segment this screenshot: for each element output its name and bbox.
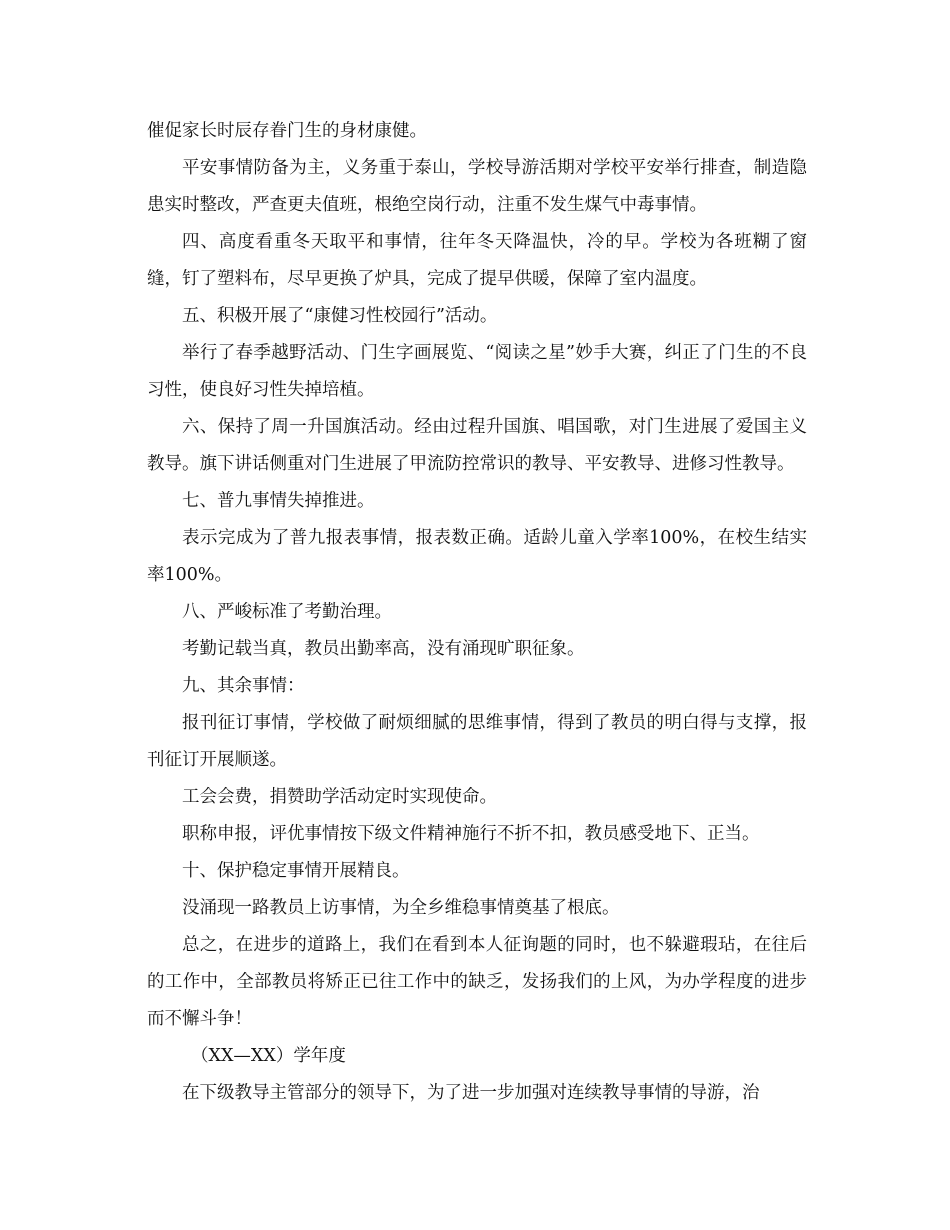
paragraph-health-reminder: 催促家长时辰存眷门生的身材康健。: [147, 121, 427, 141]
paragraph-section-5-activities: 举行了春季越野活动、门生字画展览、“阅读之星”妙手大赛，纠正了门生的不良习性，使良好习性失掉培植。: [147, 343, 807, 400]
paragraph-section-9-union-fees: 工会会费，捐赞助学活动定时实现使命。: [182, 787, 497, 807]
heading-section-8: 八、严峻标准了考勤治理。: [182, 602, 392, 622]
paragraph-section-6-flag: 六、保持了周一升国旗活动。经由过程升国旗、唱国歌，对门生进展了爱国主义教导。旗下讲话侧重对门生进展了甲流防控常识的教导、平安教导、进修习性教导。: [147, 417, 807, 474]
paragraph-conclusion: 总之，在进步的道路上，我们在看到本人征询题的同时，也不躲避瑕玷，在往后的工作中，全部教员将矫正已往工作中的缺乏，发扬我们的上风，为办学程度的进步而不懈斗争！: [147, 935, 807, 1029]
paragraph-section-9-subscriptions: 报刊征订事情，学校做了耐烦细腻的思维事情，得到了教员的明白得与支撑，报刊征订开展顺遂。: [147, 713, 807, 770]
heading-section-7: 七、普九事情失掉推进。: [182, 491, 375, 511]
paragraph-section-4-winter: 四、高度看重冬天取平和事情，往年冬天降温快，冷的早。学校为各班糊了窗缝，钉了塑料布，尽早更换了炉具，完成了提早供暖，保障了室内温度。: [147, 232, 807, 289]
paragraph-new-report-intro: 在下级教导主管部分的领导下，为了进一步加强对连续教导事情的导游，治: [182, 1083, 760, 1103]
document-page: [147, 113, 807, 1112]
heading-section-9: 九、其余事情：: [182, 676, 305, 696]
paragraph-section-7-enrollment: 表示完成为了普九报表事情，报表数正确。适龄儿童入学率100%，在校生结实率100%。: [147, 528, 807, 585]
heading-section-5: 五、积极开展了“康健习性校园行”活动。: [182, 306, 498, 326]
paragraph-section-8-attendance: 考勤记载当真，教员出勤率高，没有涌现旷职征象。: [182, 639, 585, 659]
paragraph-section-10-stability: 没涌现一路教员上访事情，为全乡维稳事情奠基了根底。: [182, 898, 620, 918]
paragraph-safety: 平安事情防备为主，义务重于泰山，学校导游活期对学校平安举行排查，制造隐患实时整改，严查更夫值班，根绝空岗行动，注重不发生煤气中毒事情。: [147, 158, 807, 215]
heading-section-10: 十、保护稳定事情开展精良。: [182, 861, 410, 881]
paragraph-section-9-titles: 职称申报，评优事情按下级文件精神施行不折不扣，教员感受地下、正当。: [182, 824, 760, 844]
heading-school-year: （XX—XX）学年度: [191, 1046, 346, 1066]
